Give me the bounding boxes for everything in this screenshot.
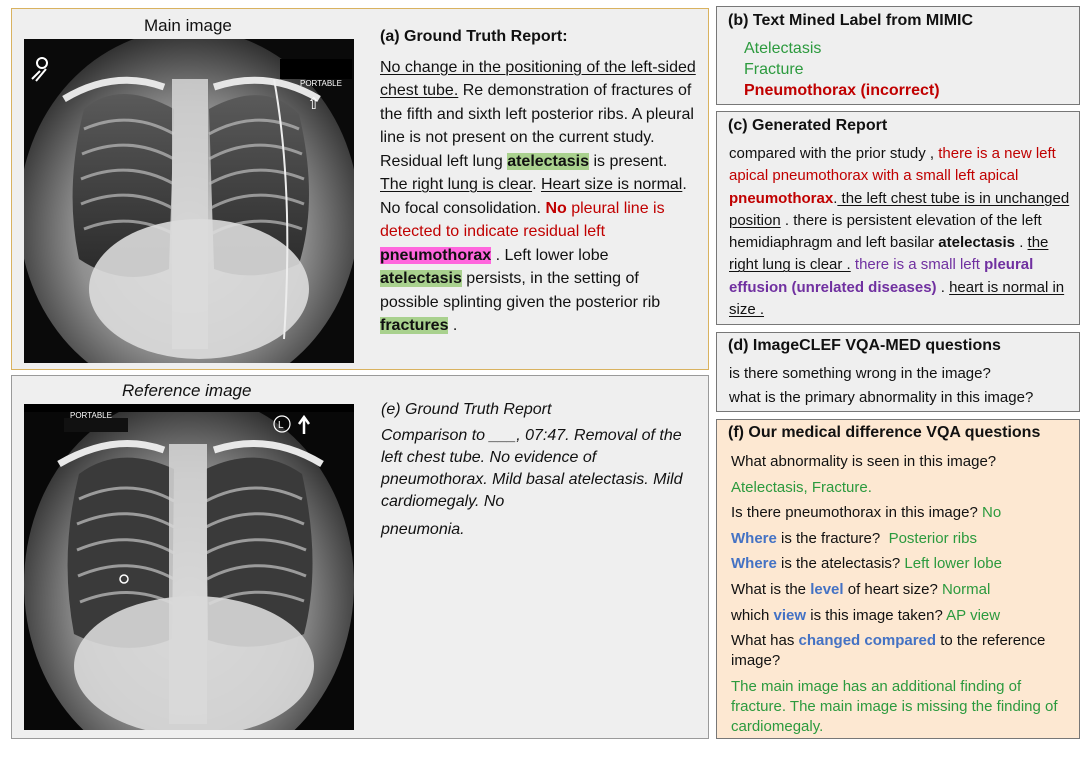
arrow-up-icon: ⇧	[307, 94, 321, 113]
vqa-med-question: is there something wrong in the image?	[729, 365, 991, 382]
reference-image-panel	[11, 375, 709, 739]
report-e-body: Comparison to ___, 07:47. Removal of the left chest tube. No evidence of pneumothorax. Mild basal atelectasis. Mild cardiomegaly. No	[381, 426, 683, 510]
panel-b-title: (b) Text Mined Label from MIMIC	[728, 12, 974, 29]
main-image-label: Main image	[144, 16, 232, 35]
label-fracture: Fracture	[744, 61, 804, 78]
panel-f-title: (f) Our medical difference VQA questions	[728, 424, 1041, 441]
text-mined-label-panel	[716, 6, 1080, 105]
report-a-body: No change in the positioning of the left-sided chest tube. Re demonstration of fractures of the fifth and sixth left posterior ribs. A pleural line is not present on the current study. Residual left lung atelectasis is present. The right lung is clear. Heart size is normal. No focal consolidation. No pleural line is detected to indicate residual left pneumothorax . Left lower lobe atelectasis persists, in the setting of possible splinting given the posterior rib fractures .	[380, 58, 696, 334]
pneumothorax-highlight: pneumothorax	[380, 246, 492, 264]
vqa-list	[731, 449, 1075, 737]
portable-marker: PORTABLE	[300, 79, 342, 88]
generated-report-body: compared with the prior study , there is a new left apical pneumothorax with a small left apical pneumothorax. the left chest tube is in unchanged position . there is persistent elevation of the left hemidiaphragm and left basilar atelectasis . the right lung is clear . there is a small left pleural effusion (unrelated diseases) . heart is normal in size .	[729, 145, 1070, 319]
main-xray-image	[24, 39, 354, 363]
fractures-highlight: fractures	[380, 317, 449, 334]
medical-difference-vqa-panel	[716, 419, 1080, 739]
vqa-answer-change: The main image has an additional finding of fracture. The main image is missing the finding of cardiomegaly.	[731, 678, 1058, 736]
panel-c-title: (c) Generated Report	[728, 117, 888, 134]
report-a-title: (a) Ground Truth Report:	[380, 28, 568, 45]
imageclef-questions-panel	[716, 332, 1080, 412]
portable-marker-ref: PORTABLE	[70, 411, 112, 420]
vqa-item: What has changed compared to the reference image?	[731, 632, 1046, 670]
vqa-item: Where is the atelectasis? Left lower lobe	[731, 555, 1002, 573]
vqa-answer: Atelectasis, Fracture.	[731, 478, 872, 496]
vqa-question: What abnormality is seen in this image?	[731, 453, 997, 470]
report-e-last: pneumonia.	[381, 520, 465, 538]
vqa-item: which view is this image taken? AP view	[731, 606, 1001, 624]
vqa-item: Where is the fracture? Posterior ribs	[731, 529, 977, 547]
ground-truth-report-a	[380, 25, 696, 338]
panel-d-title: (d) ImageCLEF VQA-MED questions	[728, 337, 1001, 354]
generated-report-panel	[716, 111, 1080, 325]
vqa-item: Is there pneumothorax in this image? No	[731, 504, 1002, 522]
vqa-item: What is the level of heart size? Normal	[731, 580, 991, 598]
atelectasis-highlight: atelectasis	[507, 152, 590, 170]
main-image-panel	[11, 8, 709, 370]
vqa-med-question: what is the primary abnormality in this image?	[729, 389, 1034, 406]
reference-xray-image	[24, 404, 354, 730]
report-e-title: (e) Ground Truth Report	[381, 401, 552, 418]
label-atelectasis: Atelectasis	[744, 40, 822, 57]
svg-text:L: L	[278, 420, 284, 431]
ground-truth-report-e	[381, 398, 691, 541]
reference-image-label: Reference image	[122, 381, 252, 400]
label-pneumothorax: Pneumothorax (incorrect)	[744, 82, 940, 99]
